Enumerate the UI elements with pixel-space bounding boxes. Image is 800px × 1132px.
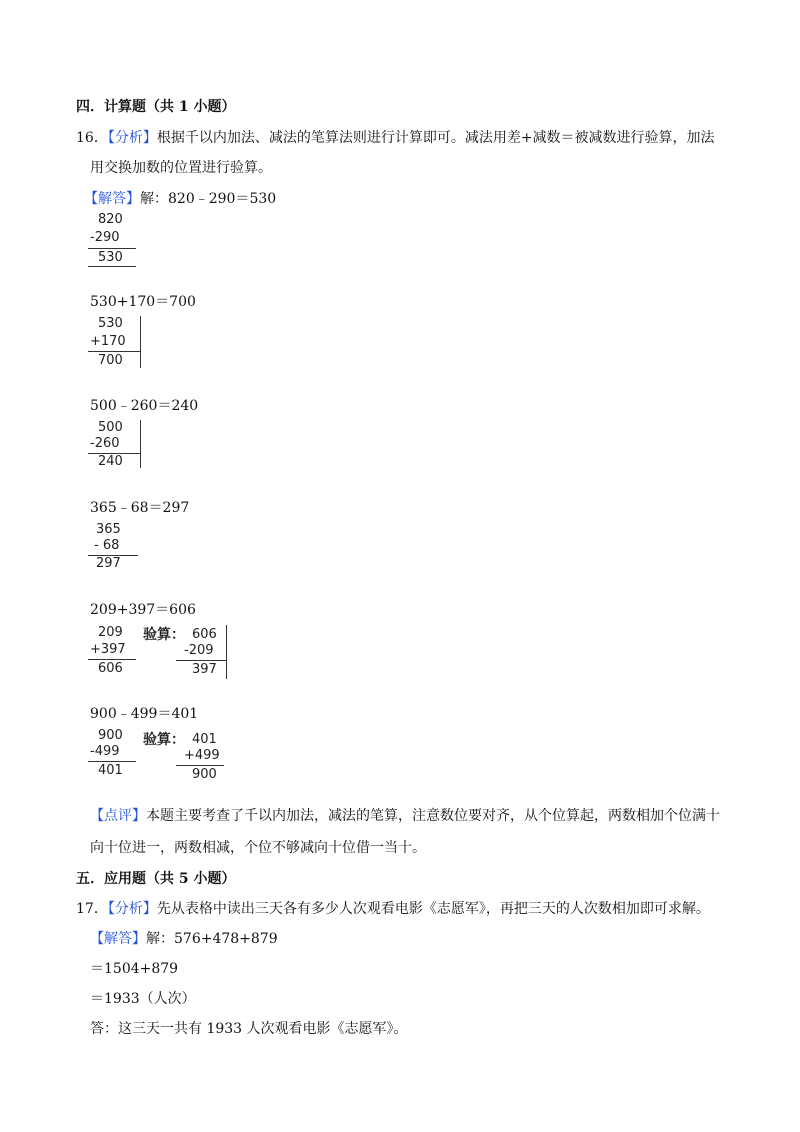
check-top-number: 606 bbox=[192, 627, 217, 642]
calc-operand: - 68 bbox=[94, 538, 120, 553]
equation-5: 209+397＝606 bbox=[90, 602, 196, 618]
equation-2: 530+170＝700 bbox=[90, 294, 196, 310]
comment-line2: 向十位进一，两数相减，个位不够减向十位借一当十。 bbox=[90, 840, 426, 856]
question-17-answer bbox=[90, 929, 278, 949]
check-operand: -209 bbox=[184, 643, 214, 658]
check-label: 验算： bbox=[143, 627, 185, 643]
calc-rule bbox=[88, 659, 136, 660]
check-result: 397 bbox=[192, 662, 217, 677]
check-top-number: 401 bbox=[192, 732, 217, 747]
answer-line4: 答：这三天一共有 1933 人次观看电影《志愿军》。 bbox=[90, 1021, 408, 1037]
calc-top-number: 820 bbox=[98, 212, 123, 227]
comment-line1 bbox=[90, 806, 720, 826]
calc-top-number: 530 bbox=[98, 316, 123, 331]
equation-6: 900﹣499＝401 bbox=[90, 706, 199, 722]
calc-result: 606 bbox=[98, 661, 123, 676]
analysis-tag: 【分析】 bbox=[107, 901, 157, 917]
analysis-text-line1: 根据千以内加法、减法的笔算法则进行计算即可。减法用差+减数＝被减数进行验算，加法 bbox=[156, 130, 715, 146]
analysis-text: 先从表格中读出三天各有多少人次观看电影《志愿军》，再把三天的人次数相加即可求解。 bbox=[156, 901, 710, 917]
comment-tag: 【点评】 bbox=[90, 808, 146, 824]
calc-operand: +170 bbox=[90, 334, 126, 349]
check-label: 验算： bbox=[143, 732, 185, 748]
answer-line3: ＝1933（人次） bbox=[90, 991, 196, 1007]
calc-rule bbox=[88, 351, 140, 352]
calc-result: 297 bbox=[96, 556, 121, 571]
analysis-text-line2: 用交换加数的位置进行验算。 bbox=[90, 160, 272, 176]
answer-line2: ＝1504+879 bbox=[90, 961, 179, 977]
calc-top-number: 500 bbox=[98, 420, 123, 435]
calc-divider bbox=[226, 625, 227, 679]
calc-result: 240 bbox=[98, 454, 123, 469]
check-rule bbox=[176, 765, 224, 766]
question-16-analysis bbox=[76, 128, 715, 148]
check-operand: +499 bbox=[184, 748, 220, 763]
check-rule bbox=[176, 660, 226, 661]
vertical-calculation-6 bbox=[88, 728, 238, 784]
section-4-title: 四．计算题（共 1 小题） bbox=[76, 99, 236, 115]
calc-top-number: 365 bbox=[96, 522, 121, 537]
calc-top-number: 900 bbox=[98, 728, 123, 743]
calc-rule bbox=[88, 248, 136, 249]
vertical-calculation-2 bbox=[88, 316, 158, 370]
answer-tag: 【解答】 bbox=[90, 931, 146, 947]
vertical-calculation-1 bbox=[88, 212, 148, 268]
answer-intro: 解：820﹣290＝530 bbox=[140, 191, 277, 207]
question-17-analysis bbox=[76, 899, 710, 919]
calc-rule bbox=[88, 761, 136, 762]
check-result: 900 bbox=[192, 767, 217, 782]
calc-operand: -260 bbox=[90, 436, 120, 451]
question-number: 17． bbox=[76, 901, 108, 917]
equation-3: 500﹣260＝240 bbox=[90, 398, 199, 414]
calc-top-number: 209 bbox=[98, 625, 123, 640]
section-5-title: 五．应用题（共 5 小题） bbox=[76, 871, 236, 887]
comment-text-line1: 本题主要考查了千以内加法，减法的笔算，注意数位要对齐，从个位算起，两数相加个位满十 bbox=[146, 808, 720, 824]
vertical-calculation-4 bbox=[88, 522, 148, 574]
equation-4: 365﹣68＝297 bbox=[90, 500, 190, 516]
question-number: 16． bbox=[76, 130, 108, 146]
calc-result: 530 bbox=[98, 250, 123, 265]
calc-result: 700 bbox=[98, 353, 123, 368]
calc-operand: +397 bbox=[90, 642, 126, 657]
calc-operand: -499 bbox=[90, 744, 120, 759]
calc-divider bbox=[140, 420, 141, 468]
calc-operand: -290 bbox=[90, 230, 120, 245]
calc-result: 401 bbox=[98, 763, 123, 778]
vertical-calculation-5 bbox=[88, 625, 238, 679]
answer-line1: 解：576+478+879 bbox=[146, 931, 278, 947]
vertical-calculation-3 bbox=[88, 420, 158, 470]
analysis-tag: 【分析】 bbox=[107, 130, 157, 146]
calc-divider bbox=[140, 316, 141, 368]
answer-tag: 【解答】 bbox=[84, 191, 140, 207]
question-16-answer bbox=[84, 189, 276, 209]
calc-rule bbox=[88, 266, 136, 267]
